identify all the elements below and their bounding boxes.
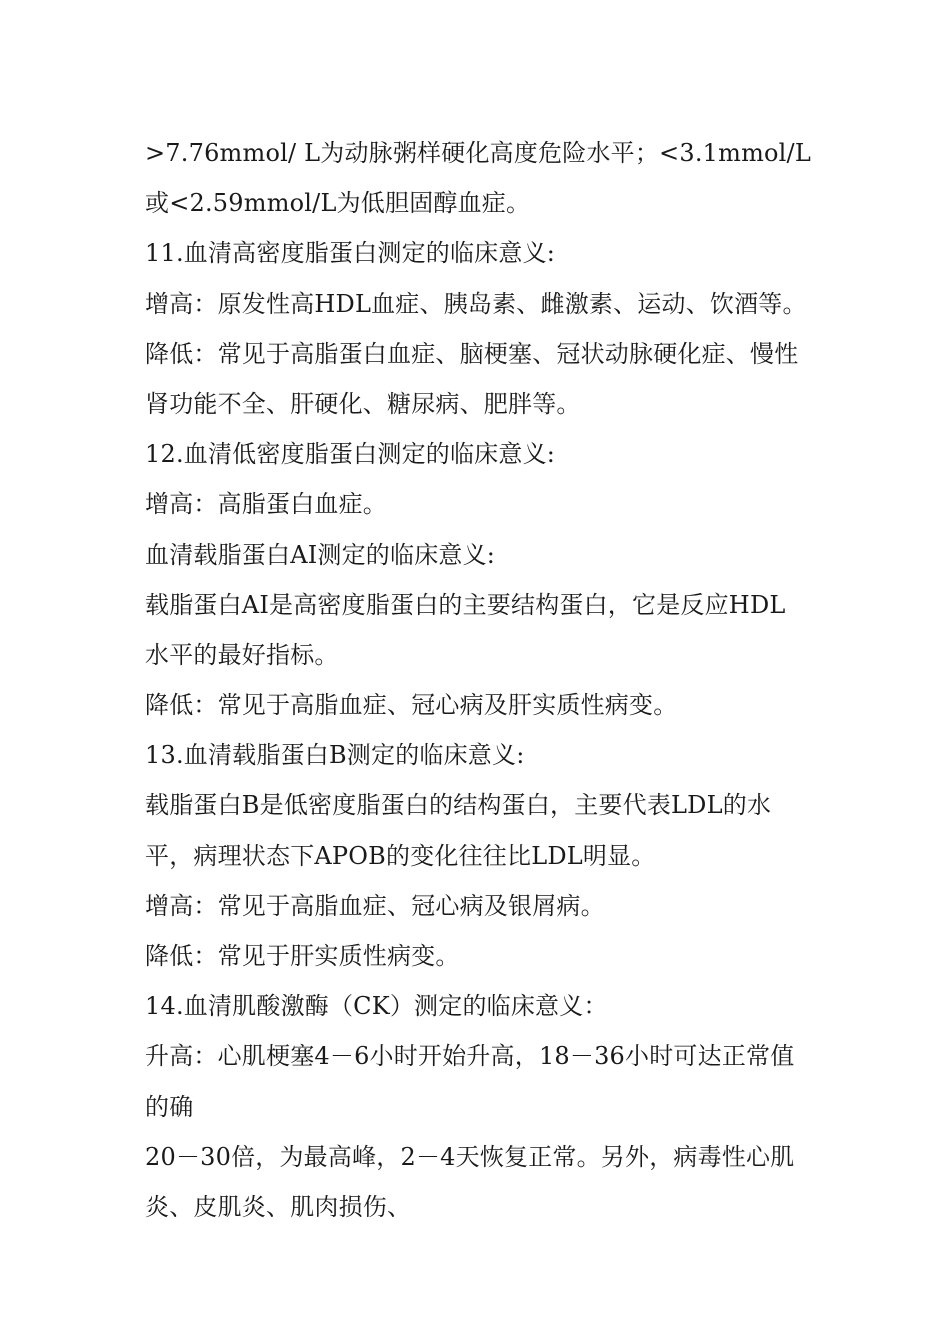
text-line: 降低：常见于高脂血症、冠心病及肝实质性病变。	[145, 691, 678, 720]
text-line: 炎、皮肌炎、肌肉损伤、	[145, 1192, 412, 1221]
text-line: 载脂蛋白AI是高密度脂蛋白的主要结构蛋白，它是反应HDL	[145, 590, 786, 619]
text-line: 20－30倍，为最高峰，2－4天恢复正常。另外，病毒性心肌	[145, 1142, 795, 1171]
text-line: 降低：常见于肝实质性病变。	[145, 942, 460, 970]
text-line: 的确	[145, 1092, 194, 1121]
document-page	[145, 128, 815, 1232]
text-line: 增高：原发性高HDL血症、胰岛素、雌激素、运动、饮酒等。	[145, 289, 807, 318]
text-line: 升高：心肌梗塞4－6小时开始升高，18－36小时可达正常值	[145, 1042, 795, 1071]
section-heading: 14.血清肌酸激酶（CK）测定的临床意义：	[145, 992, 608, 1021]
section-heading: 血清载脂蛋白AI测定的临床意义:	[145, 540, 496, 569]
text-line: 肾功能不全、肝硬化、糖尿病、肥胖等。	[145, 389, 581, 418]
text-line: >7.76mmol/ L为动脉粥样硬化高度危险水平；<3.1mmol/L	[145, 139, 811, 167]
section-heading: 13.血清载脂蛋白B测定的临床意义:	[145, 741, 525, 770]
section-heading: 12.血清低密度脂蛋白测定的临床意义:	[145, 440, 556, 469]
text-line: 水平的最好指标。	[145, 640, 339, 669]
section-heading: 11.血清高密度脂蛋白测定的临床意义:	[145, 239, 556, 268]
text-line: 降低：常见于高脂蛋白血症、脑梗塞、冠状动脉硬化症、慢性	[145, 339, 799, 368]
text-line: 或<2.59mmol/L为低胆固醇血症。	[145, 189, 531, 218]
text-line: 增高：高脂蛋白血症。	[145, 490, 387, 519]
text-line: 增高：常见于高脂血症、冠心病及银屑病。	[145, 891, 605, 920]
text-line: 载脂蛋白B是低密度脂蛋白的结构蛋白，主要代表LDL的水	[145, 791, 772, 820]
text-line: 平，病理状态下APOB的变化往往比LDL明显。	[145, 841, 656, 870]
